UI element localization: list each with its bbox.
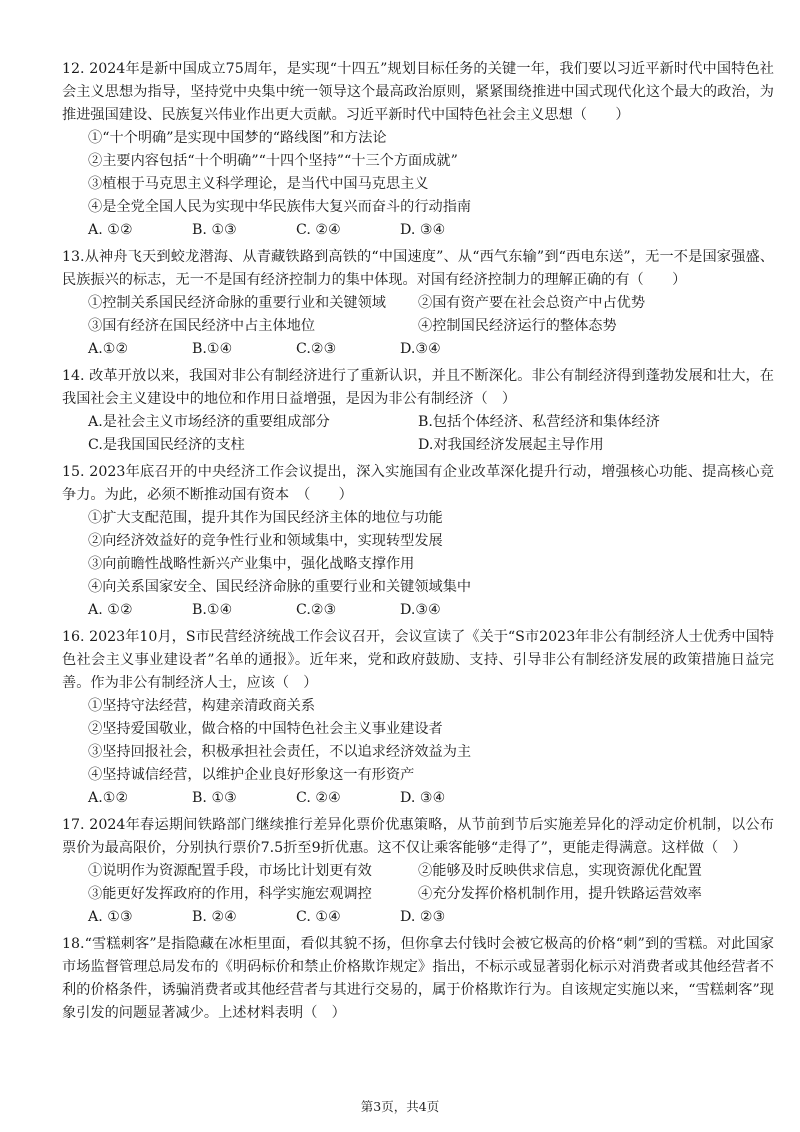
option-list [62,411,774,457]
option-4: ④向关系国家安全、国民经济命脉的重要行业和关键领域集中 [88,579,472,595]
answer-c: C.②③ [296,602,337,618]
answer-d: D.③④ [400,341,441,357]
option-2: ②坚持爱国敬业，做合格的中国特色社会主义事业建设者 [88,721,443,737]
option-3: ③向前瞻性战略性新兴产业集中，强化战略支撑作用 [88,556,415,572]
page-number: 第3页，共4页 [360,1099,440,1114]
question-16 [62,626,774,810]
option-row [88,315,774,338]
question-stem: 16. 2023年10月，S市民营经济统战工作会议召开，会议宣读了《关于“S市2023年非公有制经济人士优秀中国特色社会主义事业建设者”名单的通报》。近年来，党和政府鼓励、支持、引导非公有制经济发展的政策措施日益完善。作为非公有制经济人士，应该（ ） [62,629,774,691]
answer-a: A. ①② [88,602,133,618]
option-3: ③国有经济在国民经济中占主体地位 [88,318,316,334]
option-b: B.包括个体经济、私营经济和集体经济 [418,414,660,430]
option-list [62,860,774,906]
answer-d: D. ③④ [400,222,446,238]
option-list [62,127,774,219]
option-d: D.对我国经济发展起主导作用 [418,437,604,453]
option-row [88,434,774,457]
answer-d: D. ③④ [400,790,446,806]
question-stem: 18.“雪糕刺客”是指隐藏在冰柜里面，看似其貌不扬，但你拿去付钱时会被它极高的价格“刺”到的雪糕。对此国家市场监督管理总局发布的《明码标价和禁止价格欺诈规定》指出，不标示或显著弱化标示对消费者或其他经营者不利的价格条件，诱骗消费者或其他经营者与其进行交易的，属于价格欺诈行为。自该规定实施以来，“雪糕刺客”现象引发的问题显著减少。上述材料表明（ ） [62,936,774,1021]
option-3: ③能更好发挥政府的作用，科学实施宏观调控 [88,886,372,902]
question-stem: 14. 改革开放以来，我国对非公有制经济进行了重新认识，并且不断深化。非公有制经济得到蓬勃发展和壮大，在我国社会主义建设中的地位和作用日益增强，是因为非公有制经济（ ） [62,368,774,407]
option-c: C.是我国国民经济的支柱 [88,437,245,453]
answer-choices [62,338,774,361]
option-2: ②能够及时反映供求信息，实现资源优化配置 [418,863,702,879]
option-1: ①说明作为资源配置手段，市场比计划更有效 [88,863,372,879]
option-a: A.是社会主义市场经济的重要组成部分 [88,414,330,430]
question-stem: 17. 2024年春运期间铁路部门继续推行差异化票价优惠策略，从节前到节后实施差异化的浮动定价机制，以公布票价为最高限价，分别执行票价7.5折至9折优惠。这不仅让乘客能够“走得了”，更能走得满意。这样做（ ） [62,817,774,856]
answer-choices [62,906,774,929]
answer-a: A.①② [88,790,129,806]
option-4: ④坚持诚信经营，以维护企业良好形象这一有形资产 [88,767,415,783]
option-1: ①坚持守法经营，构建亲清政商关系 [88,698,316,714]
answer-b: B.①④ [192,341,233,357]
option-4: ④控制国民经济运行的整体态势 [418,318,617,334]
answer-c: C. ②④ [296,790,341,806]
option-4: ④充分发挥价格机制作用，提升铁路运营效率 [418,886,702,902]
question-13 [62,246,774,361]
answer-c: C. ①④ [296,909,341,925]
answer-b: B. ②④ [192,909,237,925]
option-3: ③植根于马克思主义科学理论，是当代中国马克思主义 [88,176,429,192]
question-stem: 13.从神舟飞天到蛟龙潜海、从青藏铁路到高铁的“中国速度”、从“西气东输”到“西电东送”，无一不是国家强盛、民族振兴的标志，无一不是国有经济控制力的集中体现。对国有经济控制力的理解正确的有（ ） [62,249,774,288]
question-12 [62,58,774,242]
answer-choices [62,219,774,242]
option-row [88,292,774,315]
option-2: ②向经济效益好的竞争性行业和领域集中，实现转型发展 [88,533,443,549]
answer-d: D.③④ [400,602,441,618]
option-2: ②主要内容包括“十个明确”“十四个坚持”“十三个方面成就” [88,153,458,169]
answer-a: A. ①② [88,222,133,238]
answer-choices [62,787,774,810]
option-list [62,507,774,599]
option-list [62,695,774,787]
option-2: ②国有资产要在社会总资产中占优势 [418,295,646,311]
answer-b: B.①④ [192,602,233,618]
answer-a: A.①② [88,341,129,357]
answer-c: C. ②④ [296,222,341,238]
option-4: ④是全党全国人民为实现中华民族伟大复兴而奋斗的行动指南 [88,199,472,215]
question-15 [62,461,774,622]
question-stem: 12. 2024年是新中国成立75周年，是实现“十四五”规划目标任务的关键一年，我们要以习近平新时代中国特色社会主义思想为指导，坚持党中央集中统一领导这个最高政治原则，紧紧围绕推进中国式现代化这个最大的政治，为推进强国建设、民族复兴伟业作出更大贡献。习近平新时代中国特色社会主义思想（ ） [62,61,774,123]
question-list [62,58,774,1029]
option-row [88,860,774,883]
question-stem: 15. 2023年底召开的中央经济工作会议提出，深入实施国有企业改革深化提升行动，增强核心功能、提高核心竞争力。为此，必须不断推动国有资本 （ ） [62,464,774,503]
option-list [62,292,774,338]
answer-b: B. ①③ [192,222,237,238]
option-3: ③坚持回报社会，积极承担社会责任，不以追求经济效益为主 [88,744,472,760]
option-1: ①控制关系国民经济命脉的重要行业和关键领域 [88,295,386,311]
option-1: ①“十个明确”是实现中国梦的“路线图”和方法论 [88,130,387,146]
question-18 [62,933,774,1025]
option-row [88,883,774,906]
answer-b: B. ①③ [192,790,237,806]
answer-a: A. ①③ [88,909,133,925]
question-14 [62,365,774,457]
option-1: ①扩大支配范围，提升其作为国民经济主体的地位与功能 [88,510,443,526]
answer-d: D. ②③ [400,909,446,925]
answer-c: C.②③ [296,341,337,357]
question-17 [62,814,774,929]
answer-choices [62,599,774,622]
option-row [88,411,774,434]
